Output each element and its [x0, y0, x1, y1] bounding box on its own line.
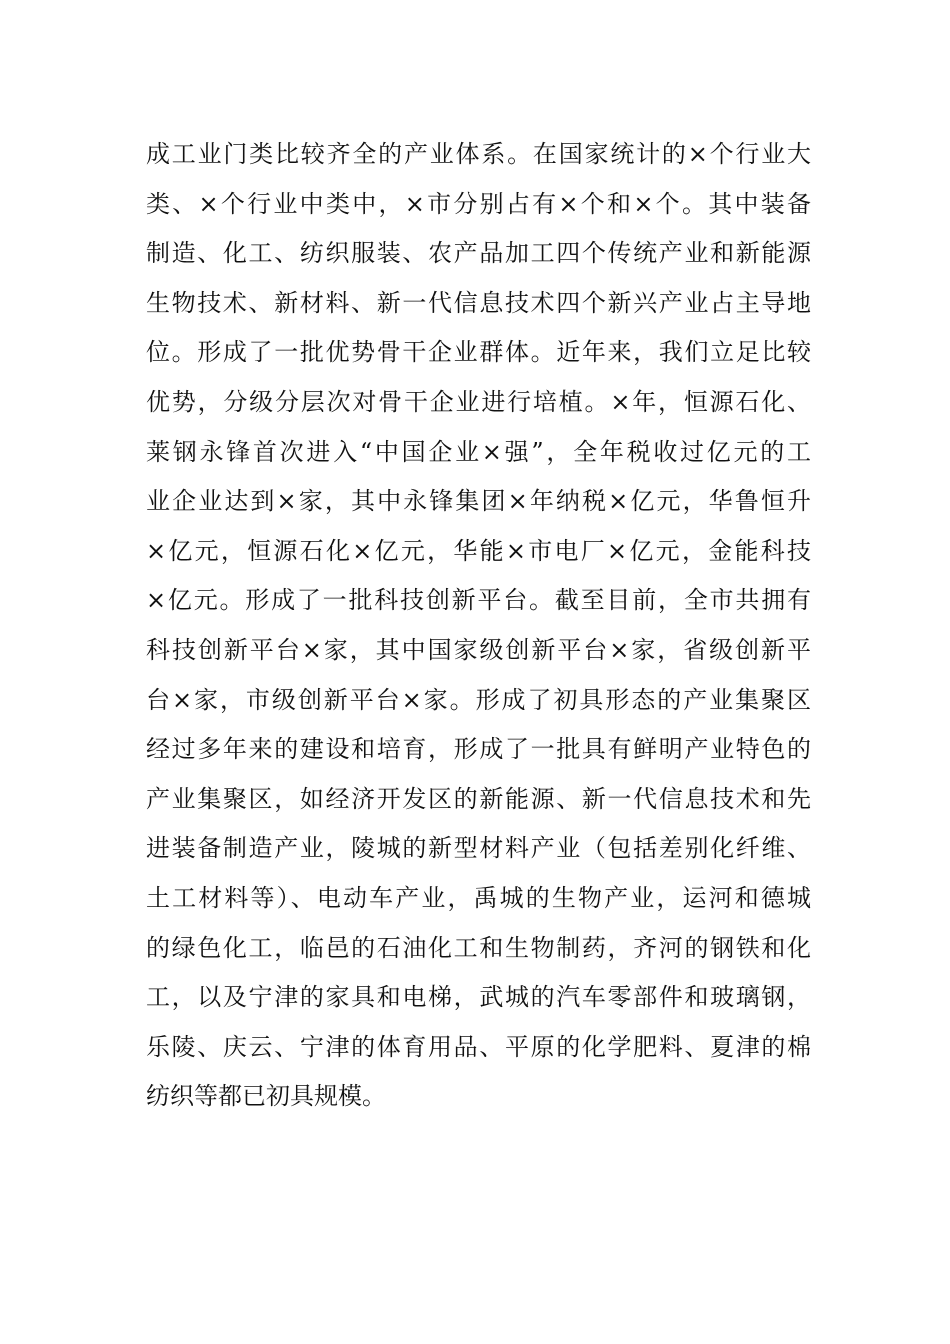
text-line: 进装备制造产业，陵城的新型材料产业（包括差别化纤维、: [146, 834, 811, 863]
text-line: 科技创新平台×家，其中国家级创新平台×家，省级创新平: [146, 635, 811, 664]
text-line: 土工材料等）、电动车产业，禹城的生物产业，运河和德城: [146, 883, 811, 912]
text-line: 成工业门类比较齐全的产业体系。在国家统计的×个行业大: [146, 140, 811, 168]
text-line: ×亿元。形成了一批科技创新平台。截至目前，全市共拥有: [146, 586, 811, 615]
text-line: 优势，分级分层次对骨干企业进行培植。×年，恒源石化、: [146, 387, 811, 416]
text-line: 台×家，市级创新平台×家。形成了初具形态的产业集聚区: [146, 685, 811, 714]
text-line: ×亿元，恒源石化×亿元，华能×市电厂×亿元，金能科技: [146, 536, 811, 565]
text-line: 工，以及宁津的家具和电梯，武城的汽车零部件和玻璃钢，: [146, 983, 811, 1012]
text-line: 莱钢永锋首次进入“中国企业×强”，全年税收过亿元的工: [146, 437, 811, 466]
text-line: 制造、化工、纺织服装、农产品加工四个传统产业和新能源: [146, 239, 811, 268]
text-line: 纺织等都已初具规模。: [146, 1082, 386, 1111]
text-line: 类、×个行业中类中，×市分别占有×个和×个。其中装备: [146, 189, 811, 218]
text-line: 的绿色化工，临邑的石油化工和生物制药，齐河的钢铁和化: [146, 933, 811, 962]
text-line: 位。形成了一批优势骨干企业群体。近年来，我们立足比较: [146, 338, 811, 367]
text-line: 经过多年来的建设和培育，形成了一批具有鲜明产业特色的: [146, 735, 811, 764]
text-line: 产业集聚区，如经济开发区的新能源、新一代信息技术和先: [146, 784, 811, 813]
text-line: 乐陵、庆云、宁津的体育用品、平原的化学肥料、夏津的棉: [146, 1032, 811, 1061]
text-line: 业企业达到×家，其中永锋集团×年纳税×亿元，华鲁恒升: [146, 487, 811, 516]
text-line: 生物技术、新材料、新一代信息技术四个新兴产业占主导地: [146, 288, 811, 317]
body-paragraph: [146, 130, 811, 1122]
